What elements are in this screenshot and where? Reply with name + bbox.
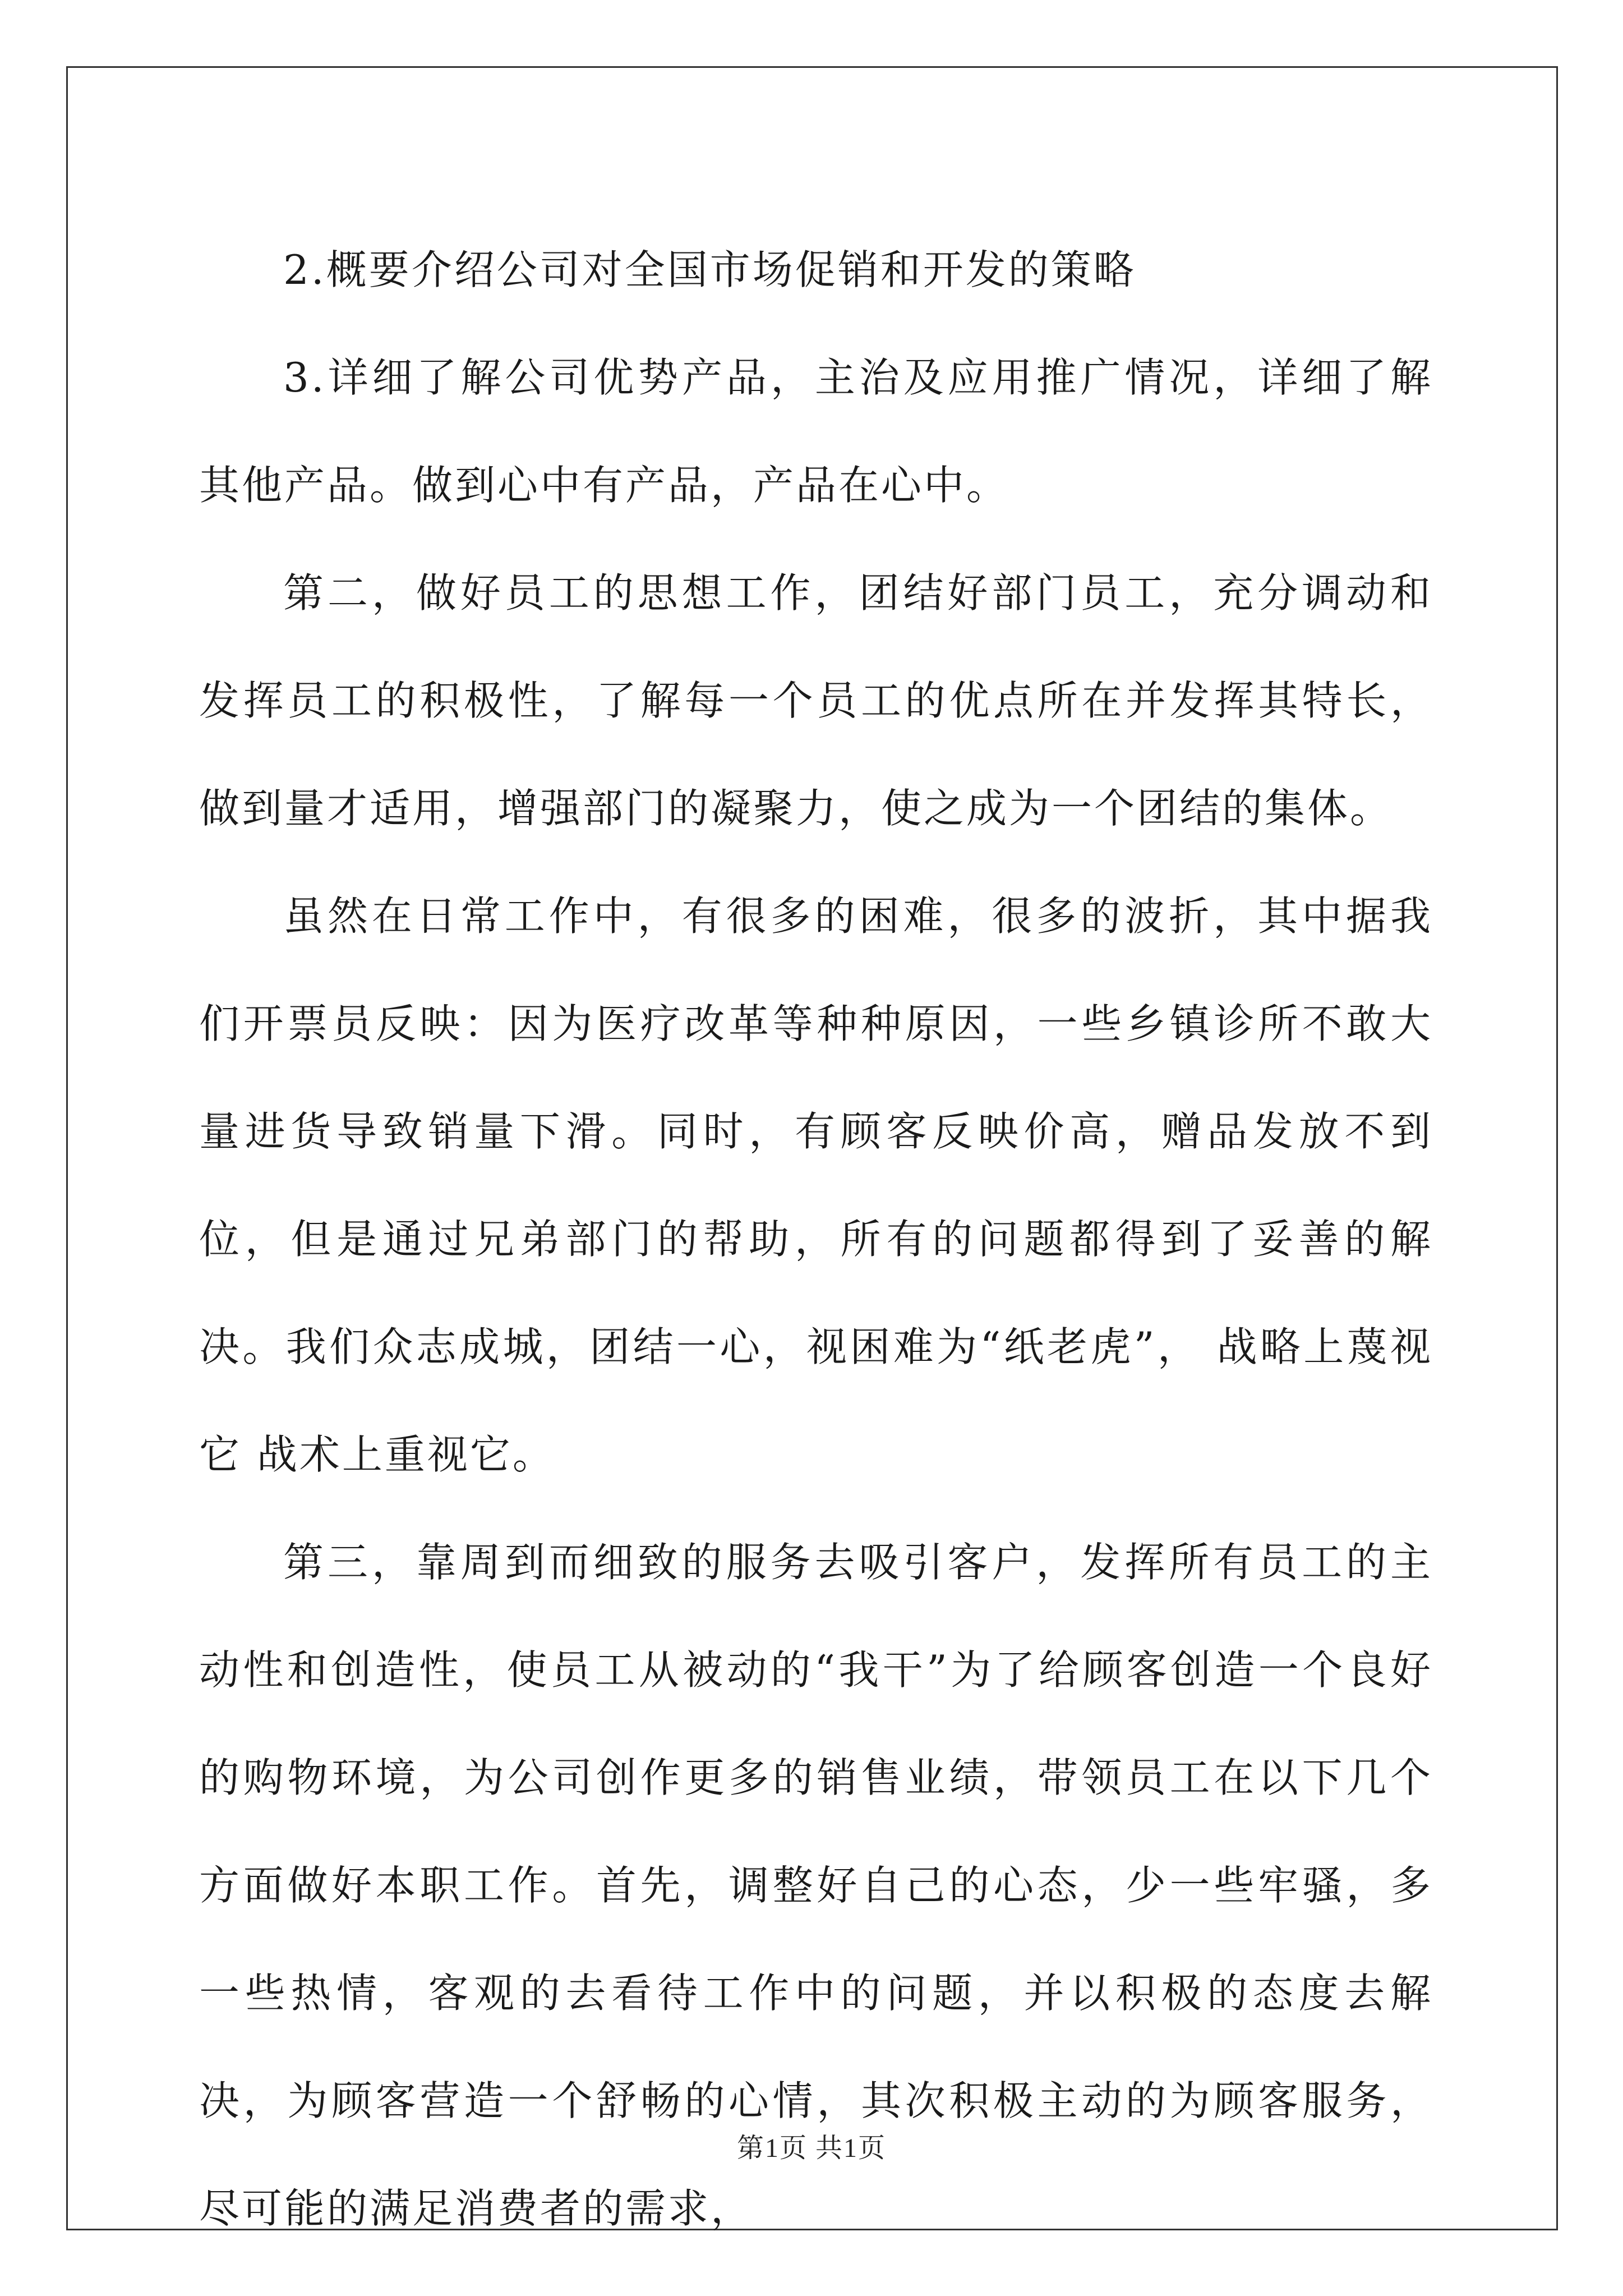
page-footer: 第1页 共1页	[736, 2133, 886, 2163]
paragraph-3: 第二，做好员工的思想工作，团结好部门员工，充分调动和发挥员工的积极性，了解每一个员工的优点所在并发挥其特长，做到量才适用，增强部门的凝聚力，使之成为一个团结的集体。	[199, 569, 1433, 832]
paragraph-5: 第三，靠周到而细致的服务去吸引客户，发挥所有员工的主动性和创造性，使员工从被动的“我干”为了给顾客创造一个良好的购物环境，为公司创作更多的销售业绩，带领员工在以下几个方面做好本职工作。首先，调整好自己的心态，少一些牢骚，多一些热情，客观的去看待工作中的问题，并以积极的态度去解决，为顾客营造一个舒畅的心情，其次积极主动的为顾客服务，尽可能的满足消费者的需求，	[199, 1539, 1433, 2232]
paragraph-2: 3.详细了解公司优势产品，主治及应用推广情况，详细了解其他产品。做到心中有产品，产品在心中。	[199, 354, 1433, 509]
paragraph-4: 虽然在日常工作中，有很多的困难，很多的波折，其中据我们开票员反映：因为医疗改革等种种原因，一些乡镇诊所不敢大量进货导致销量下滑。同时，有顾客反映价高，赠品发放不到位，但是通过兄弟部门的帮助，所有的问题都得到了妥善的解决。我们众志成城，团结一心，视困难为“纸老虎”， 战略上蔑视它 战术上重视它。	[199, 892, 1433, 1478]
paragraph-1: 2.概要介绍公司对全国市场促销和开发的策略	[283, 246, 1136, 293]
document-body	[199, 216, 1433, 2262]
